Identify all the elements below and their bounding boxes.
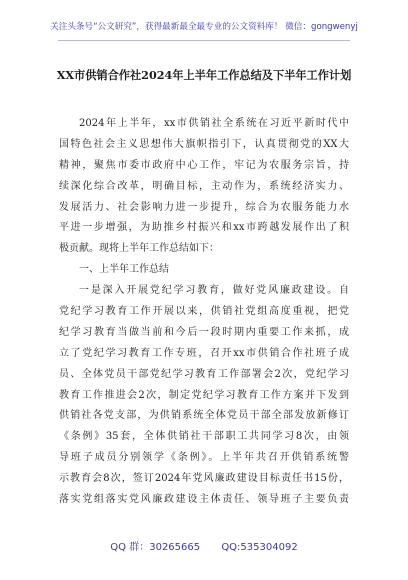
text-line: 一是深入开展党纪学习教育，做好党风廉政建设。自 bbox=[79, 285, 349, 297]
text-line: 续深化综合改革，明确目标，主动作为，系统经济实力、 bbox=[59, 180, 349, 192]
section-heading bbox=[59, 260, 349, 281]
text-line: 导班子成员分别领学《条例》。上半年共召开供销系统警 bbox=[59, 452, 349, 464]
text-line: 示教育会8次，签订2024年党风廉政建设目标责任书15份， bbox=[59, 473, 349, 485]
paragraph-intro bbox=[59, 114, 349, 260]
text-line: 立了党纪学习教育工作专班，召开xx市供销合作社班子成 bbox=[59, 347, 349, 359]
document-body bbox=[59, 114, 349, 511]
text-line: 极贡献。现将上半年工作总结如下： bbox=[59, 243, 219, 255]
text-line: 发展活力、社会影响力进一步提升，综合为农服务能力水 bbox=[59, 201, 349, 213]
section-heading-text: 一、上半年工作总结 bbox=[79, 264, 169, 276]
text-line: 国特色社会主义思想伟大旗帜指引下，认真贯彻党的XX大 bbox=[59, 138, 349, 150]
footer-qq-number: QQ:535304092 bbox=[221, 542, 298, 553]
text-line: 教育工作推进会2次，制定党纪学习教育工作方案并下发到 bbox=[59, 389, 349, 401]
header-promo-note: 关注头条号“公文研究”，获得最新最全最专业的公文资料库！ 微信：gongwenyj bbox=[50, 22, 358, 32]
text-line: 精神，聚焦市委市政府中心工作，牢记为农服务宗旨，持 bbox=[59, 159, 349, 171]
footer-contacts bbox=[0, 538, 408, 553]
text-line: 2024年上半年，xx市供销社全系统在习近平新时代中 bbox=[79, 118, 349, 129]
text-line: 落实党组落实党风廉政建设主体责任、领导班子主要负责 bbox=[59, 494, 349, 506]
text-line: 供销社各党支部，为供销系统全体党员干部全部发放新修订 bbox=[59, 410, 349, 422]
header-divider bbox=[58, 40, 350, 41]
text-line: 党纪学习教育工作开展以来，供销社党组高度重视，把党 bbox=[59, 306, 349, 318]
paragraph-section1 bbox=[59, 281, 349, 511]
document-title: XX市供销合作社2024年上半年工作总结及下半年工作计划 bbox=[56, 68, 352, 82]
text-line: 平进一步增强，为助推乡村振兴和xx市跨越发展作出了积 bbox=[59, 222, 349, 234]
text-line: 员、全体党员干部党纪学习教育工作部署会2次，党纪学习 bbox=[59, 368, 349, 380]
text-line: 纪学习教育当做当前和今后一段时期内重要工作来抓，成 bbox=[59, 326, 349, 338]
text-line: 《条例》35套，全体供销社干部职工共同学习8次，由领 bbox=[59, 431, 349, 443]
footer-qq-group: QQ 群：30265665 bbox=[110, 542, 201, 553]
